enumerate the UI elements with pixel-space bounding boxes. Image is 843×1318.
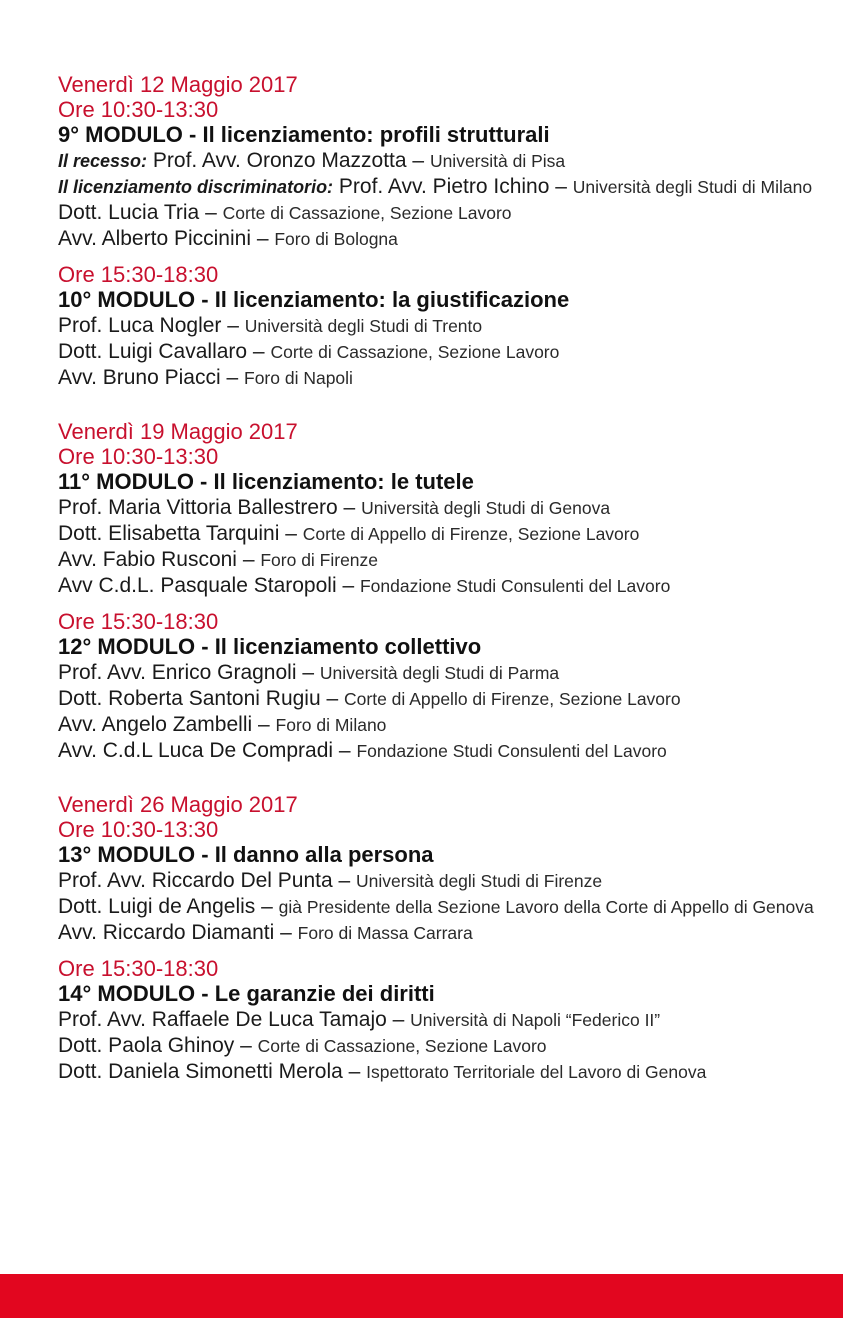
module-title: 14° MODULO - Le garanzie dei diritti — [58, 981, 435, 1006]
speaker-separator: – — [337, 496, 362, 519]
speaker-affiliation: Fondazione Studi Consulenti del Lavoro — [356, 741, 667, 761]
speaker-line — [58, 1033, 838, 1059]
session-block — [58, 444, 838, 599]
speaker-line — [58, 738, 838, 764]
speaker-affiliation: Corte di Appello di Firenze, Sezione Lavoro — [344, 689, 681, 709]
module-title: 12° MODULO - Il licenziamento collettivo — [58, 634, 482, 659]
speaker-name: Prof. Luca Nogler — [58, 314, 222, 337]
speaker-affiliation: Foro di Bologna — [274, 229, 398, 249]
speaker-name: Dott. Lucia Tria — [58, 201, 200, 224]
speaker-separator: – — [320, 687, 345, 710]
session-block — [58, 956, 838, 1085]
speaker-line — [58, 365, 838, 391]
session-time: Ore 10:30-13:30 — [58, 444, 219, 469]
speaker-affiliation: Corte di Appello di Firenze, Sezione Lavoro — [302, 524, 640, 544]
session-block — [58, 609, 838, 764]
speaker-affiliation: Ispettorato Territoriale del Lavoro di Genova — [366, 1062, 707, 1082]
speaker-separator: – — [247, 340, 271, 363]
speaker-affiliation: Università degli Studi di Firenze — [356, 871, 603, 891]
speaker-line — [58, 1059, 838, 1085]
session-block — [58, 817, 838, 946]
speaker-name: Prof. Avv. Enrico Gragnoli — [58, 661, 297, 684]
module-title: 10° MODULO - Il licenziamento: la giustificazione — [58, 287, 570, 312]
module-title: 9° MODULO - Il licenziamento: profili strutturali — [58, 122, 550, 147]
day-block — [58, 792, 838, 1085]
speaker-line — [58, 174, 838, 200]
speaker-name: Avv. Fabio Rusconi — [58, 548, 237, 571]
session-block — [58, 262, 838, 391]
speaker-topic: Il recesso: — [58, 151, 148, 171]
speaker-line — [58, 573, 838, 599]
speaker-separator: – — [386, 1008, 411, 1031]
footer-bar — [0, 1274, 843, 1318]
speaker-affiliation: Fondazione Studi Consulenti del Lavoro — [359, 576, 671, 596]
module-title: 13° MODULO - Il danno alla persona — [58, 842, 434, 867]
speaker-separator: – — [250, 227, 275, 250]
day-date: Venerdì 12 Maggio 2017 — [58, 72, 298, 97]
speaker-separator: – — [279, 522, 303, 545]
session-time: Ore 10:30-13:30 — [58, 817, 219, 842]
speaker-separator: – — [332, 869, 357, 892]
speaker-name: Dott. Luigi Cavallaro — [58, 340, 248, 363]
day-block — [58, 419, 838, 764]
speaker-line — [58, 660, 838, 686]
speaker-separator: – — [274, 921, 298, 944]
speaker-name: Avv. Bruno Piacci — [58, 366, 221, 389]
speaker-name: Avv. Riccardo Diamanti — [58, 921, 275, 944]
speaker-affiliation: già Presidente della Sezione Lavoro della Corte di Appello di Genova — [278, 897, 814, 917]
speaker-line — [58, 1007, 838, 1033]
speaker-affiliation: Università di Napoli “Federico II” — [410, 1010, 661, 1030]
speaker-line — [58, 339, 838, 365]
speaker-topic: Il licenziamento discriminatorio: — [58, 177, 334, 197]
speaker-affiliation: Università degli Studi di Trento — [244, 316, 483, 336]
speaker-separator: – — [333, 739, 357, 762]
speaker-line — [58, 686, 838, 712]
speaker-name: Prof. Avv. Raffaele De Luca Tamajo — [58, 1008, 387, 1031]
speaker-separator: – — [549, 175, 573, 198]
speaker-separator: – — [199, 201, 223, 224]
speaker-line — [58, 521, 838, 547]
speaker-name: Avv. Alberto Piccinini — [58, 227, 251, 250]
speaker-name: Prof. Avv. Riccardo Del Punta — [58, 869, 333, 892]
module-title: 11° MODULO - Il licenziamento: le tutele — [58, 469, 474, 494]
speaker-separator: – — [406, 149, 430, 172]
speaker-separator: – — [220, 366, 244, 389]
speaker-separator: – — [342, 1060, 367, 1083]
speaker-affiliation: Università degli Studi di Parma — [319, 663, 560, 683]
day-date: Venerdì 26 Maggio 2017 — [58, 792, 298, 817]
speaker-line — [58, 547, 838, 573]
speaker-line — [58, 313, 838, 339]
speaker-separator: – — [221, 314, 245, 337]
speaker-line — [58, 495, 838, 521]
session-time: Ore 15:30-18:30 — [58, 956, 219, 981]
speaker-name: Avv. Angelo Zambelli — [58, 713, 253, 736]
speaker-name: Dott. Daniela Simonetti Merola — [58, 1060, 343, 1083]
speaker-affiliation: Foro di Napoli — [244, 368, 353, 388]
speaker-affiliation: Corte di Cassazione, Sezione Lavoro — [257, 1036, 547, 1056]
program-page — [58, 72, 838, 1085]
speaker-name: Prof. Avv. Oronzo Mazzotta — [152, 149, 407, 172]
speaker-name: Dott. Elisabetta Tarquini — [58, 522, 280, 545]
speaker-line — [58, 200, 838, 226]
speaker-line — [58, 226, 838, 252]
speaker-name: Avv C.d.L. Pasquale Staropoli — [58, 574, 337, 597]
speaker-name: Avv. C.d.L Luca De Compradi — [58, 739, 334, 762]
speaker-affiliation: Università di Pisa — [429, 151, 566, 171]
session-time: Ore 15:30-18:30 — [58, 262, 219, 287]
speaker-affiliation: Università degli Studi di Milano — [572, 177, 813, 197]
speaker-name: Prof. Maria Vittoria Ballestrero — [58, 496, 338, 519]
speaker-line — [58, 712, 838, 738]
speaker-name: Prof. Avv. Pietro Ichino — [338, 175, 550, 198]
speaker-separator: – — [255, 895, 279, 918]
speaker-line — [58, 894, 838, 920]
speaker-separator: – — [234, 1034, 258, 1057]
speaker-separator: – — [336, 574, 360, 597]
session-block — [58, 97, 838, 252]
day-date: Venerdì 19 Maggio 2017 — [58, 419, 298, 444]
speaker-name: Dott. Paola Ghinoy — [58, 1034, 235, 1057]
day-block — [58, 72, 838, 391]
speaker-affiliation: Foro di Milano — [275, 715, 387, 735]
speaker-name: Dott. Roberta Santoni Rugiu — [58, 687, 321, 710]
speaker-line — [58, 868, 838, 894]
speaker-line — [58, 148, 838, 174]
speaker-affiliation: Corte di Cassazione, Sezione Lavoro — [222, 203, 512, 223]
speaker-separator: – — [296, 661, 320, 684]
speaker-separator: – — [252, 713, 276, 736]
session-time: Ore 10:30-13:30 — [58, 97, 219, 122]
speaker-affiliation: Foro di Massa Carrara — [297, 923, 473, 943]
speaker-separator: – — [236, 548, 261, 571]
speaker-affiliation: Università degli Studi di Genova — [361, 498, 611, 518]
speaker-name: Dott. Luigi de Angelis — [58, 895, 256, 918]
session-time: Ore 15:30-18:30 — [58, 609, 219, 634]
speaker-affiliation: Foro di Firenze — [260, 550, 379, 570]
speaker-line — [58, 920, 838, 946]
speaker-affiliation: Corte di Cassazione, Sezione Lavoro — [270, 342, 560, 362]
